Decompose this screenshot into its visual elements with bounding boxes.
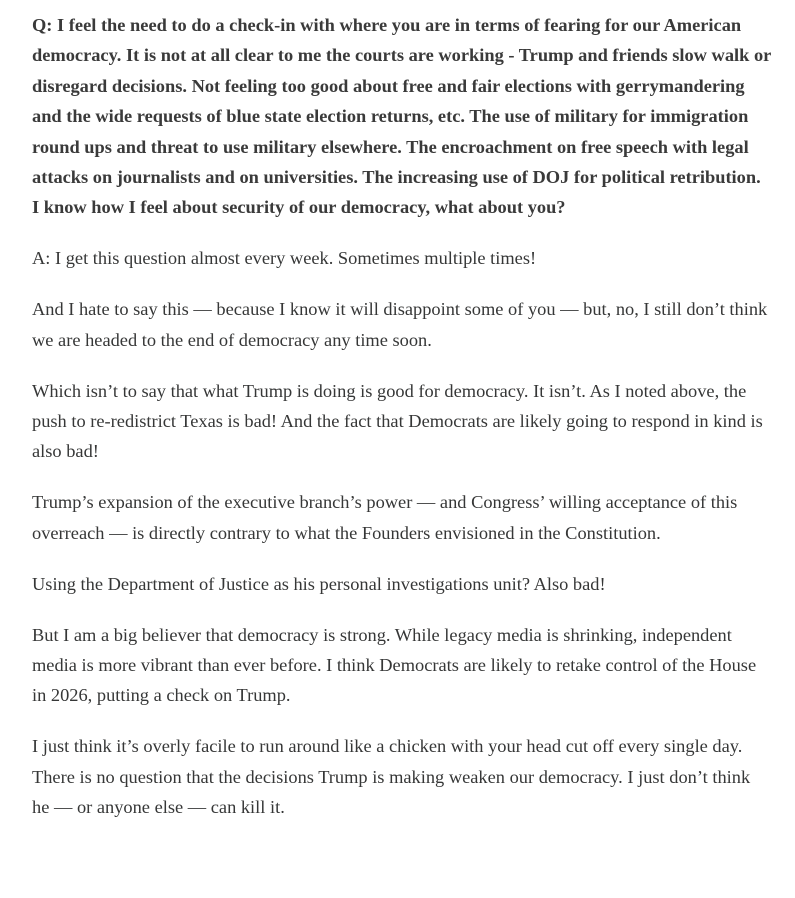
answer-paragraph-2: And I hate to say this — because I know it will disappoint some of you — but, no, I still don’t think we are headed to the end of democracy any time soon. <box>32 299 768 350</box>
answer-paragraph-3: Which isn’t to say that what Trump is doing is good for democracy. It isn’t. As I noted above, the push to re-redistrict Texas is bad! And the fact that Democrats are likely going to respond in kind is also bad! <box>32 380 763 462</box>
reader-question: Q: I feel the need to do a check-in with where you are in terms of fearing for our American democracy. It is not at all clear to me the courts are working - Trump and friends slow walk or disregard decisions. Not feeling too good about free and fair elections with gerrymandering and the wide requests of blue state election returns, etc. The use of military for immigration round ups and threat to use military elsewhere. The encroachment on free speech with legal attacks on journalists and on universities. The increasing use of DOJ for political retribution. I know how I feel about security of our democracy, what about you? <box>32 15 771 218</box>
answer-paragraph-7: I just think it’s overly facile to run around like a chicken with your head cut off every single day. There is no question that the decisions Trump is making weaken our democracy. I just don’t think he — or anyone else — can kill it. <box>32 736 751 818</box>
answer-paragraph-6: But I am a big believer that democracy is strong. While legacy media is shrinking, independent media is more vibrant than ever before. I think Democrats are likely to retake control of the House in 2026, putting a check on Trump. <box>32 624 757 706</box>
answer-paragraph-1: A: I get this question almost every week. Sometimes multiple times! <box>32 248 537 269</box>
answer-paragraph-4: Trump’s expansion of the executive branch’s power — and Congress’ willing acceptance of this overreach — is directly contrary to what the Founders envisioned in the Constitution. <box>32 492 738 543</box>
answer-paragraph-5: Using the Department of Justice as his personal investigations unit? Also bad! <box>32 573 606 594</box>
